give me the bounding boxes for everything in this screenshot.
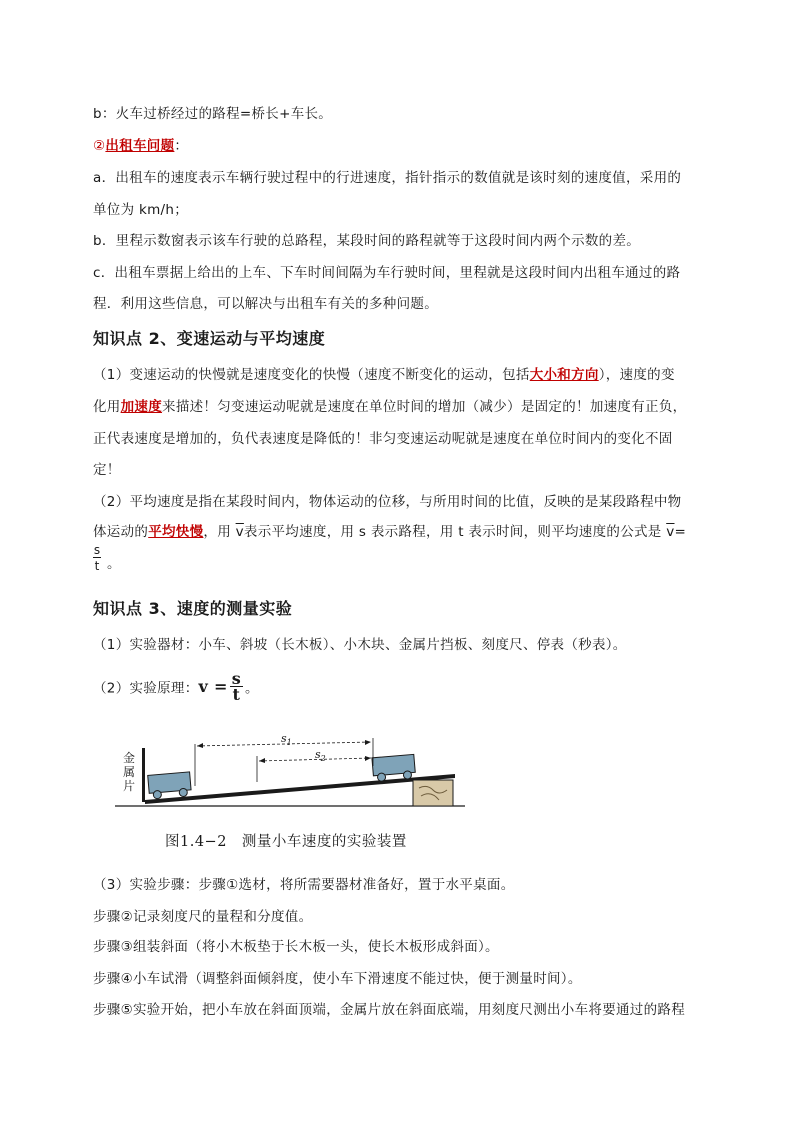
formula-lhs: v = bbox=[198, 677, 228, 696]
paragraph-taxi-c: c．出租车票据上给出的上车、下车时间间隔为车行驶时间，里程就是这段时间内出租车通过的路 bbox=[93, 265, 681, 281]
s2-arrow-left bbox=[259, 758, 265, 763]
paragraph-variable-motion-3: 正代表速度是增加的，负代表速度是降低的！非匀变速运动呢就是速度在单位时间内的变化不固 bbox=[93, 431, 673, 447]
text: （1）变速运动的快慢就是速度变化的快慢（速度不断变化的运动，包括 bbox=[93, 367, 530, 383]
period: 。 bbox=[107, 556, 121, 572]
period: 。 bbox=[245, 680, 259, 697]
text: ，用 bbox=[203, 524, 236, 540]
taxi-problem-title bbox=[93, 134, 188, 154]
paragraph-average-speed-1: （2）平均速度是指在某段时间内，物体运动的位移，与所用时间的比值，反映的是某段路程中物 bbox=[93, 494, 682, 510]
metal-label-2: 属 bbox=[123, 765, 136, 779]
section-heading-2: 知识点 2、变速运动与平均速度 bbox=[93, 329, 326, 348]
text: 表示平均速度，用 s 表示路程，用 t 表示时间，则平均速度的公式是 bbox=[243, 524, 667, 540]
formula-numerator: s bbox=[231, 669, 241, 688]
fraction-s-over-t bbox=[93, 543, 101, 574]
s1-arrow-left bbox=[197, 743, 203, 748]
colon: ： bbox=[174, 138, 189, 154]
text: （2）实验原理： bbox=[93, 680, 199, 697]
cart-bottom bbox=[148, 772, 192, 799]
metal-label-3: 片 bbox=[123, 779, 136, 793]
paragraph-variable-motion-2 bbox=[93, 395, 686, 415]
paragraph-step-3: 步骤③组装斜面（将小木板垫于长木板一头，使长木板形成斜面）。 bbox=[93, 939, 499, 955]
v-bar-symbol: $\overline{v}$ bbox=[235, 524, 244, 540]
paragraph-taxi-c-cont: 程．利用这些信息，可以解决与出租车有关的多种问题。 bbox=[93, 296, 438, 312]
paragraph-step-4: 步骤④小车试滑（调整斜面倾斜度，使小车下滑速度不能过快，便于测量时间）。 bbox=[93, 971, 582, 987]
section-heading-3: 知识点 3、速度的测量实验 bbox=[93, 599, 293, 618]
fraction-numerator: s bbox=[93, 543, 101, 557]
paragraph-taxi-a: a．出租车的速度表示车辆行驶过程中的行进速度，指针指示的数值就是该时刻的速度值，采用的 bbox=[93, 170, 682, 186]
paragraph-variable-motion-1 bbox=[93, 363, 675, 383]
equals-sign: = bbox=[674, 524, 687, 540]
paragraph-step-1: （3）实验步骤：步骤①选材，将所需要器材准备好，置于水平桌面。 bbox=[93, 877, 515, 893]
paragraph-principle bbox=[93, 671, 259, 702]
s2-arrow-right bbox=[365, 756, 371, 761]
wood-block bbox=[413, 780, 453, 806]
highlight-average-speed: 平均快慢 bbox=[148, 524, 204, 540]
circled-number: ② bbox=[93, 138, 106, 154]
s1-arrow-right bbox=[365, 740, 371, 745]
s2-label: $s_2$ bbox=[315, 748, 326, 763]
experiment-apparatus-figure bbox=[115, 730, 465, 820]
v-bar-symbol: $\overline{v}$ bbox=[666, 524, 675, 540]
metal-label-1: 金 bbox=[123, 751, 136, 765]
paragraph-step-5: 步骤⑤实验开始，把小车放在斜面顶端，金属片放在斜面底端，用刻度尺测出小车将要通过的路程 bbox=[93, 1002, 686, 1018]
formula-denominator: t bbox=[232, 685, 241, 704]
text: ），速度的变 bbox=[598, 367, 675, 383]
text: 化用 bbox=[93, 399, 121, 415]
highlight-acceleration: 加速度 bbox=[120, 399, 163, 415]
paragraph-taxi-b: b．里程示数窗表示该车行驶的总路程，某段时间的路程就等于这段时间内两个示数的差。 bbox=[93, 233, 641, 249]
metal-plate bbox=[142, 748, 145, 802]
text: 来描述！匀变速运动呢就是速度在单位时间的增加（减少）是固定的！加速度有正负， bbox=[162, 399, 687, 415]
paragraph-train-bridge: b：火车过桥经过的路程=桥长+车长。 bbox=[93, 106, 333, 122]
paragraph-average-speed-2 bbox=[93, 520, 686, 540]
paragraph-taxi-a-cont: 单位为 km/h； bbox=[93, 202, 189, 218]
formula-fraction bbox=[230, 671, 243, 702]
fraction-denominator: t bbox=[94, 559, 100, 573]
s1-label: $s_1$ bbox=[281, 732, 292, 747]
highlight-magnitude-direction: 大小和方向 bbox=[529, 367, 599, 383]
paragraph-step-2: 步骤②记录刻度尺的量程和分度值。 bbox=[93, 909, 313, 925]
taxi-problem-label: 出租车问题 bbox=[105, 138, 175, 154]
text: 体运动的 bbox=[93, 524, 149, 540]
paragraph-equipment: （1）实验器材：小车、斜坡（长木板）、小木块、金属片挡板、刻度尺、停表（秒表）。 bbox=[93, 637, 627, 653]
figure-caption: 图1.4−2 测量小车速度的实验装置 bbox=[165, 834, 407, 850]
cart-top bbox=[372, 754, 416, 781]
paragraph-variable-motion-4: 定！ bbox=[93, 462, 121, 478]
